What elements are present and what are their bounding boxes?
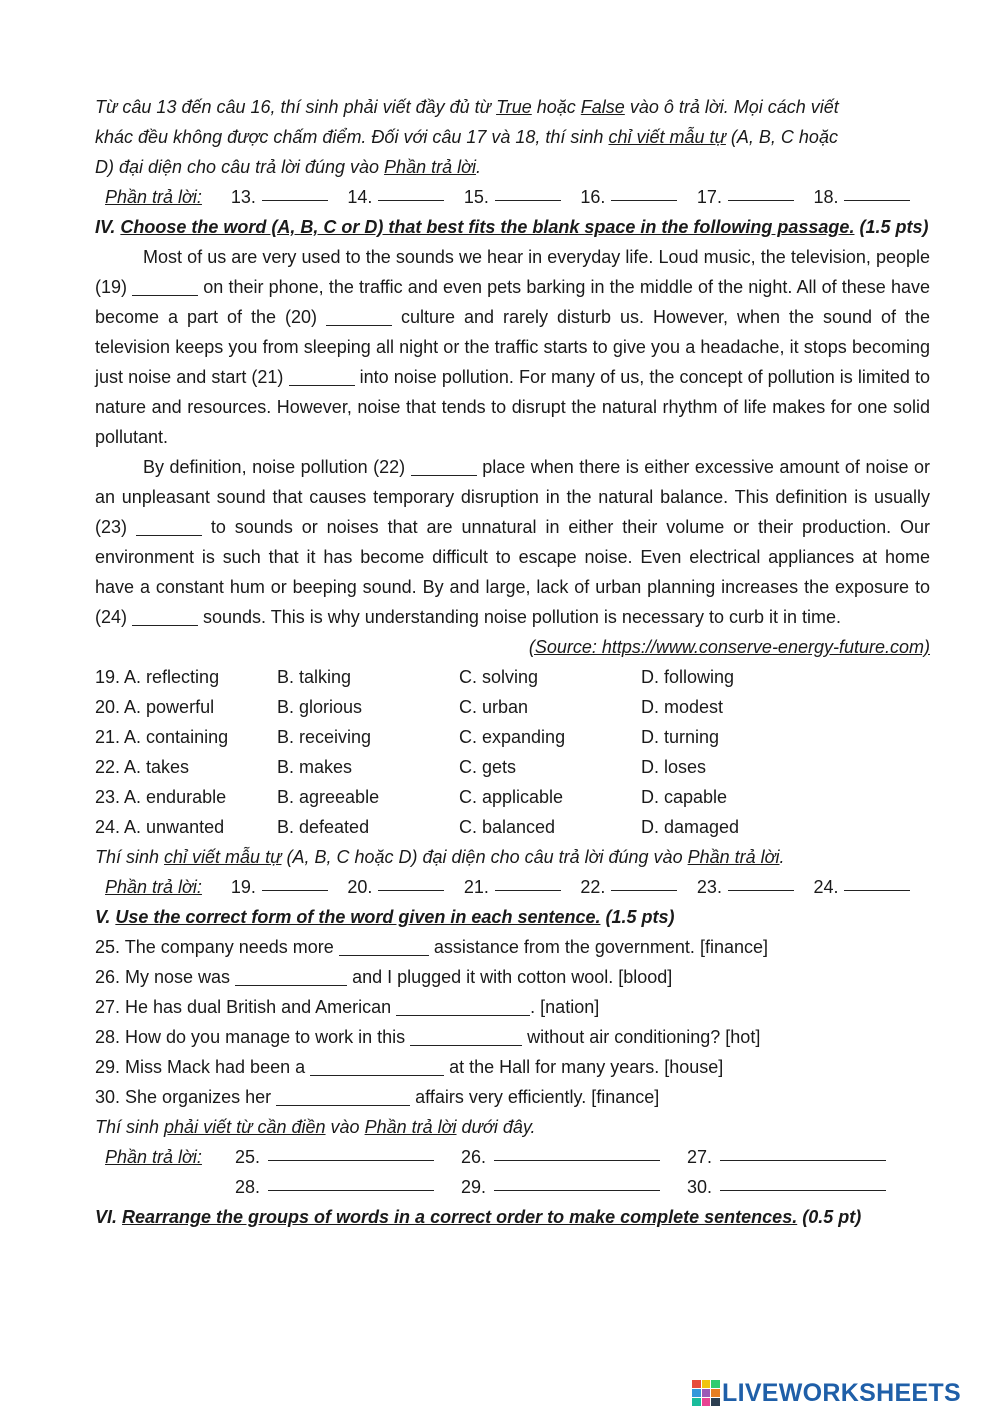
- instruction-underlined: Phần trả lời: [687, 847, 780, 867]
- instruction-text: vào: [325, 1117, 365, 1137]
- option-c: C. urban: [459, 697, 529, 717]
- answer-blank-30[interactable]: [720, 1172, 886, 1191]
- section-title: Choose the word (A, B, C or D) that best fits the blank space in the following passage.: [120, 217, 855, 237]
- passage-text: into noise pollution. For many of us, the concept of pollution is limited to nature and resources. However, noise that tends to disrupt the natural rhythm of life makes for one solid pollutant.: [95, 367, 930, 447]
- section-4-heading: [95, 212, 930, 242]
- liveworksheets-wordmark: LIVEWORKSHEETS: [722, 1378, 961, 1407]
- gap-22-blank[interactable]: [411, 457, 477, 476]
- question-23-options: [95, 782, 930, 812]
- instruction-text: Thí sinh: [95, 1117, 165, 1137]
- answer-number: 19.: [230, 877, 256, 897]
- section-6-heading: [95, 1202, 930, 1232]
- intro-line-3: [95, 152, 930, 182]
- answer-blank-23[interactable]: [728, 872, 794, 891]
- answer-blank-28[interactable]: [268, 1172, 434, 1191]
- word-form-25-blank[interactable]: [339, 937, 429, 956]
- answer-row-25-27: [95, 1142, 930, 1172]
- option-a: 19. A. reflecting: [95, 667, 220, 687]
- question-24-options: [95, 812, 930, 842]
- word-form-27-blank[interactable]: [396, 997, 530, 1016]
- answer-number: 27.: [687, 1147, 713, 1167]
- answer-label: Phần trả lời:: [105, 1147, 202, 1167]
- answer-number: 21.: [463, 877, 489, 897]
- answer-number: 25.: [235, 1147, 261, 1167]
- answer-blank-21[interactable]: [495, 872, 561, 891]
- option-c: C. gets: [459, 757, 517, 777]
- answer-blank-16[interactable]: [611, 182, 677, 201]
- answer-slot-25: [235, 1142, 461, 1172]
- word-form-26-blank[interactable]: [235, 967, 347, 986]
- answer-number: 13.: [230, 187, 256, 207]
- passage-text: Most of us are very used to the sounds we hear in everyday life. Loud music, the television, people (19): [95, 247, 930, 297]
- answer-blank-18[interactable]: [844, 182, 910, 201]
- section-5-instruction: [95, 1112, 930, 1142]
- answer-blank-25[interactable]: [268, 1142, 434, 1161]
- question-20-options: [95, 692, 930, 722]
- passage-paragraph-1: [95, 242, 930, 452]
- intro-underlined: Phần trả lời: [384, 157, 476, 177]
- answer-blank-26[interactable]: [494, 1142, 660, 1161]
- sentence-text: affairs very efficiently. [finance]: [410, 1087, 660, 1107]
- section-number: IV.: [95, 217, 121, 237]
- option-b: B. talking: [277, 667, 352, 687]
- answer-row-13-18: [95, 182, 930, 212]
- answer-slot-17: [697, 182, 814, 212]
- section-5-heading: [95, 902, 930, 932]
- answer-number: 22.: [580, 877, 606, 897]
- answer-number: 26.: [461, 1147, 487, 1167]
- answer-blank-15[interactable]: [495, 182, 561, 201]
- intro-text: vào ô trả lời. Mọi cách viết: [624, 97, 839, 117]
- option-a: 24. A. unwanted: [95, 817, 225, 837]
- sentence-text: 29. Miss Mack had been a: [95, 1057, 311, 1077]
- word-form-29-blank[interactable]: [310, 1057, 444, 1076]
- worksheet-page: [95, 92, 930, 1232]
- option-b: B. agreeable: [277, 787, 380, 807]
- sentence-text: 26. My nose was: [95, 967, 236, 987]
- passage-text: sounds. This is why understanding noise pollution is necessary to curb it in time.: [198, 607, 842, 627]
- word-form-28-blank[interactable]: [410, 1027, 522, 1046]
- answer-slot-24: [813, 872, 930, 902]
- answer-slot-26: [461, 1142, 687, 1172]
- passage-text: place when there is either excessive amount of noise or an unpleasant sound that causes temporary disruption in the natural balance. This definition is usually (23): [95, 457, 930, 537]
- sentence-text: 25. The company needs more: [95, 937, 339, 957]
- section-4-instruction: [95, 842, 930, 872]
- answer-number: 24.: [813, 877, 839, 897]
- option-c: C. solving: [459, 667, 539, 687]
- answer-slot-27: [687, 1142, 913, 1172]
- options-list: [95, 662, 930, 842]
- section-title: Rearrange the groups of words in a correct order to make complete sentences.: [122, 1207, 798, 1227]
- word-form-29: [95, 1052, 930, 1082]
- option-d: D. loses: [641, 757, 707, 777]
- answer-slot-19: [231, 872, 348, 902]
- option-d: D. turning: [641, 727, 720, 747]
- answer-blank-17[interactable]: [728, 182, 794, 201]
- passage-paragraph-2: [95, 452, 930, 632]
- answer-slot-16: [580, 182, 697, 212]
- intro-underlined: chỉ viết mẫu tự: [608, 127, 726, 147]
- answer-blank-13[interactable]: [262, 182, 328, 201]
- sentence-text: at the Hall for many years. [house]: [444, 1057, 724, 1077]
- section-points: (1.5 pts): [854, 217, 929, 237]
- answer-number: 28.: [235, 1177, 261, 1197]
- intro-text: D) đại diện cho câu trả lời đúng vào: [95, 157, 385, 177]
- answer-number: 17.: [696, 187, 722, 207]
- answer-number: 20.: [347, 877, 373, 897]
- section-points: (1.5 pts): [600, 907, 675, 927]
- answer-blank-14[interactable]: [378, 182, 444, 201]
- answer-slot-14: [347, 182, 464, 212]
- word-form-28: [95, 1022, 930, 1052]
- section-points: (0.5 pt): [797, 1207, 862, 1227]
- gap-21-blank[interactable]: [289, 367, 355, 386]
- sentence-text: . [nation]: [530, 997, 600, 1017]
- answer-slot-30: [687, 1172, 913, 1202]
- option-b: B. glorious: [277, 697, 363, 717]
- question-21-options: [95, 722, 930, 752]
- answer-slot-21: [464, 872, 581, 902]
- answer-number: 14.: [347, 187, 373, 207]
- instruction-text: (A, B, C hoặc D) đại diện cho câu trả lời đúng vào: [281, 847, 688, 867]
- answer-slot-20: [347, 872, 464, 902]
- instruction-text: Thí sinh: [95, 847, 165, 867]
- option-a: 21. A. containing: [95, 727, 229, 747]
- passage-text: By definition, noise pollution (22): [143, 457, 411, 477]
- option-d: D. modest: [641, 697, 724, 717]
- gap-24-blank[interactable]: [132, 607, 198, 626]
- sentence-text: assistance from the government. [finance]: [428, 937, 768, 957]
- passage-text: to sounds or noises that are unnatural in either their volume or their production. Our environment is such that it has become difficult to escape noise. Even electrical appliances at home have a constant hum or beeping sound. By and large, lack of urban planning increases the exposure to (24): [95, 517, 930, 627]
- section-title: Use the correct form of the word given in each sentence.: [115, 907, 601, 927]
- option-d: D. capable: [641, 787, 728, 807]
- gap-23-blank[interactable]: [136, 517, 202, 536]
- question-19-options: [95, 662, 930, 692]
- passage: [95, 242, 930, 632]
- sentence-text: and I plugged it with cotton wool. [blood]: [347, 967, 673, 987]
- sentence-text: 30. She organizes her: [95, 1087, 277, 1107]
- question-22-options: [95, 752, 930, 782]
- sentence-text: 28. How do you manage to work in this: [95, 1027, 411, 1047]
- answer-slot-22: [580, 872, 697, 902]
- answer-number: 29.: [461, 1177, 487, 1197]
- answer-label: Phần trả lời:: [105, 877, 202, 897]
- word-form-30-blank[interactable]: [276, 1087, 410, 1106]
- option-c: C. applicable: [459, 787, 564, 807]
- answer-label: Phần trả lời:: [105, 187, 202, 207]
- sentence-text: without air conditioning? [hot]: [522, 1027, 761, 1047]
- intro-text: hoặc: [531, 97, 581, 117]
- answer-blank-22[interactable]: [611, 872, 677, 891]
- answer-blank-27[interactable]: [720, 1142, 886, 1161]
- option-a: 20. A. powerful: [95, 697, 215, 717]
- answer-number: 18.: [813, 187, 839, 207]
- option-c: C. expanding: [459, 727, 566, 747]
- liveworksheets-mark-icon: [692, 1380, 720, 1406]
- answer-row-19-24: [95, 872, 930, 902]
- instruction-underlined: Phần trả lời: [364, 1117, 457, 1137]
- instruction-text: .: [779, 847, 785, 867]
- answer-label-spacer: [105, 1172, 235, 1202]
- answer-slot-23: [697, 872, 814, 902]
- answer-number: 15.: [463, 187, 489, 207]
- word-form-26: [95, 962, 930, 992]
- source-citation: (Source: https://www.conserve-energy-future.com): [528, 637, 930, 657]
- answer-number: 30.: [687, 1177, 713, 1197]
- word-form-27: [95, 992, 930, 1022]
- answer-row-28-30: [95, 1172, 930, 1202]
- instruction-underlined: phải viết từ cần điền: [164, 1117, 326, 1137]
- answer-slot-28: [235, 1172, 461, 1202]
- section-number: VI.: [95, 1207, 123, 1227]
- gap-20-blank[interactable]: [326, 307, 392, 326]
- true-word: True: [496, 97, 532, 117]
- gap-19-blank[interactable]: [132, 277, 198, 296]
- answer-slot-18: [813, 182, 930, 212]
- intro-text: Từ câu 13 đến câu 16, thí sinh phải viết đầy đủ từ: [95, 97, 497, 117]
- option-b: B. makes: [277, 757, 353, 777]
- answer-blank-29[interactable]: [494, 1172, 660, 1191]
- option-c: C. balanced: [459, 817, 556, 837]
- answer-blank-20[interactable]: [378, 872, 444, 891]
- intro-line-2: [95, 122, 930, 152]
- option-b: B. defeated: [277, 817, 370, 837]
- option-d: D. damaged: [641, 817, 740, 837]
- false-word: False: [580, 97, 625, 117]
- instruction-text: dưới đây.: [456, 1117, 536, 1137]
- section-number: V.: [95, 907, 116, 927]
- option-a: 23. A. endurable: [95, 787, 227, 807]
- intro-text: (A, B, C hoặc: [725, 127, 838, 147]
- intro-text: .: [475, 157, 481, 177]
- intro-text: khác đều không được chấm điểm. Đối với câu 17 và 18, thí sinh: [95, 127, 609, 147]
- passage-text: on their phone, the traffic and even pets barking in the middle of the night. All of these have become a part of the (20): [95, 277, 930, 327]
- answer-slot-15: [464, 182, 581, 212]
- answer-slot-13: [231, 182, 348, 212]
- answer-blank-19[interactable]: [262, 872, 328, 891]
- option-b: B. receiving: [277, 727, 372, 747]
- word-form-30: [95, 1082, 930, 1112]
- answer-number: 16.: [580, 187, 606, 207]
- option-d: D. following: [641, 667, 735, 687]
- passage-text: culture and rarely disturb us. However, when the sound of the television keeps you from sleeping all night or the traffic starts to give you a headache, it stops becoming just noise and start (21): [95, 307, 931, 387]
- liveworksheets-logo: [692, 1375, 961, 1411]
- intro-line-1: [95, 92, 930, 122]
- option-a: 22. A. takes: [95, 757, 190, 777]
- word-form-25: [95, 932, 930, 962]
- answer-blank-24[interactable]: [844, 872, 910, 891]
- answer-number: 23.: [696, 877, 722, 897]
- sentence-text: 27. He has dual British and American: [95, 997, 397, 1017]
- answer-slot-29: [461, 1172, 687, 1202]
- instruction-underlined: chỉ viết mẫu tự: [164, 847, 282, 867]
